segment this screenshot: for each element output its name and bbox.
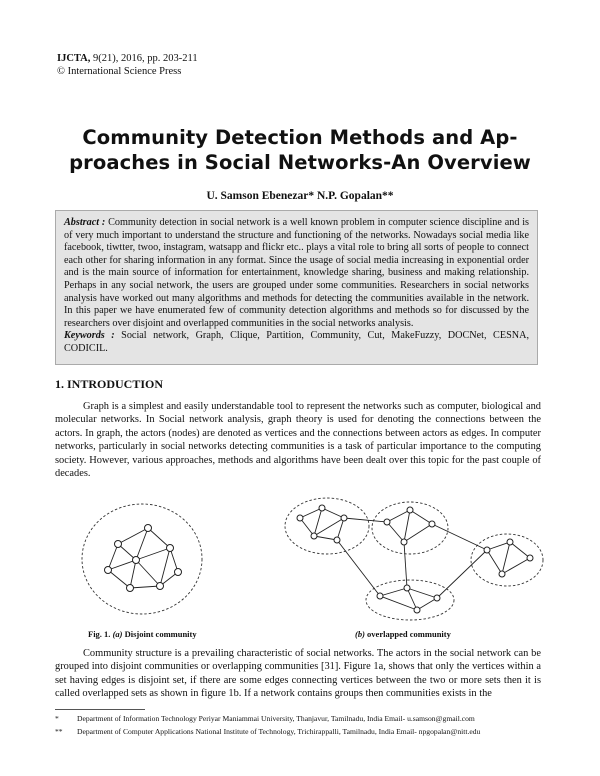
community-boundary-1	[285, 498, 369, 554]
footnote-1-text: Department of Information Technology Periyar Maniammai University, Thanjavur, Tamilnadu, India Email- u.samson@gmail.com	[77, 714, 475, 723]
footnote-rule	[55, 709, 145, 710]
abstract-paragraph	[64, 217, 529, 330]
paper-title	[60, 125, 540, 175]
figure-overlapped-community	[282, 488, 547, 623]
community-boundary	[82, 504, 202, 614]
authors: U. Samson Ebenezar* N.P. Gopalan**	[206, 190, 394, 202]
abstract-text: Community detection in social network is a well known problem in computer science discipline and is of very much important to understand the structure and functioning of the networks. Nowadays social media like facebook, tiwtter, twoo, instagram, watsapp and flickr etc.. plays a vital role to bring all sorts of people to connect each other for sharing information in any format. Since the usage of social media increasing in exponential order and is the main source of information for entertainment, knowledge sharing, business and making relationship. Perhaps in any social network, the users are grouped under some communities. Researchers in social networks analysis have worked out many algorithms and methods for detecting the communities available in the network. In this paper we have enumerated few of community detection algorithms and methods so for discussed by the researchers over disjoint and overlapped communities in the social networks analysis.	[64, 217, 529, 329]
title-line-2: proaches in Social Networks-An Overview	[69, 151, 531, 174]
abstract-label: Abstract :	[64, 217, 106, 228]
figure-caption-b-text: overlapped community	[367, 629, 451, 639]
keywords-paragraph	[64, 330, 529, 355]
figure-caption-prefix: Fig. 1.	[88, 629, 111, 639]
publisher: © International Science Press	[57, 66, 182, 77]
keywords-text: Social network, Graph, Clique, Partition, Community, Cut, MakeFuzzy, DOCNet, CESNA, CODICIL.	[64, 330, 529, 354]
footnote-2-text: Department of Computer Applications National Institute of Technology, Trichirappalli, Tamilnadu, India Email- npgopalan@nitt.edu	[77, 727, 481, 736]
figure-caption-b	[355, 629, 451, 639]
graph-edges	[300, 508, 530, 610]
figure-caption-b-label: (b)	[355, 629, 365, 639]
graph-edges	[108, 528, 178, 588]
keywords-label: Keywords :	[64, 330, 115, 342]
footnote-2	[55, 727, 555, 737]
title-line-1: Community Detection Methods and Ap-	[82, 126, 518, 149]
journal-issue: 9(21), 2016, pp. 203-211	[92, 53, 198, 64]
intro-paragraph-1: Graph is a simplest and easily understandable tool to represent the networks such as computer, biological and molecular networks. In Social network analysis, graph theory is used for denoting the connections between the actors. In graph, the actors (nodes) are denoted as vertices and the connections between actors as edges. In computer networks, particularly in social networks detecting communities is a task of particular importance to the computing society. However, various approaches, methods and algorithms have been dealt over this topic for the past couple of decades.	[55, 401, 541, 480]
footnote-1-mark: *	[55, 714, 59, 723]
figure-caption-a	[88, 629, 197, 639]
journal-name: IJCTA,	[57, 53, 91, 64]
intro-paragraph-2: Community structure is a prevailing characteristic of social networks. The actors in the social network can be grouped into disjoint communities or overlapping communities [31]. Figure 1a, shows that only the vertices within a set having edges is disjoint set, if there are some edges connecting vertices between the two or more sets then it is called overlapped sets as shown in figure 1b. If a network contains groups then communities exists in the	[55, 648, 541, 700]
footnote-2-mark: **	[55, 727, 63, 736]
section-heading-introduction: 1. INTRODUCTION	[55, 377, 164, 391]
figure-caption-a-label: (a)	[112, 629, 123, 639]
figure-caption-a-text: Disjoint community	[124, 629, 197, 639]
footnote-1	[55, 714, 555, 724]
journal-header	[57, 52, 198, 78]
abstract-box	[55, 210, 538, 365]
graph-nodes	[297, 505, 533, 613]
community-boundary-4	[366, 580, 454, 620]
figure-disjoint-community	[78, 500, 206, 618]
